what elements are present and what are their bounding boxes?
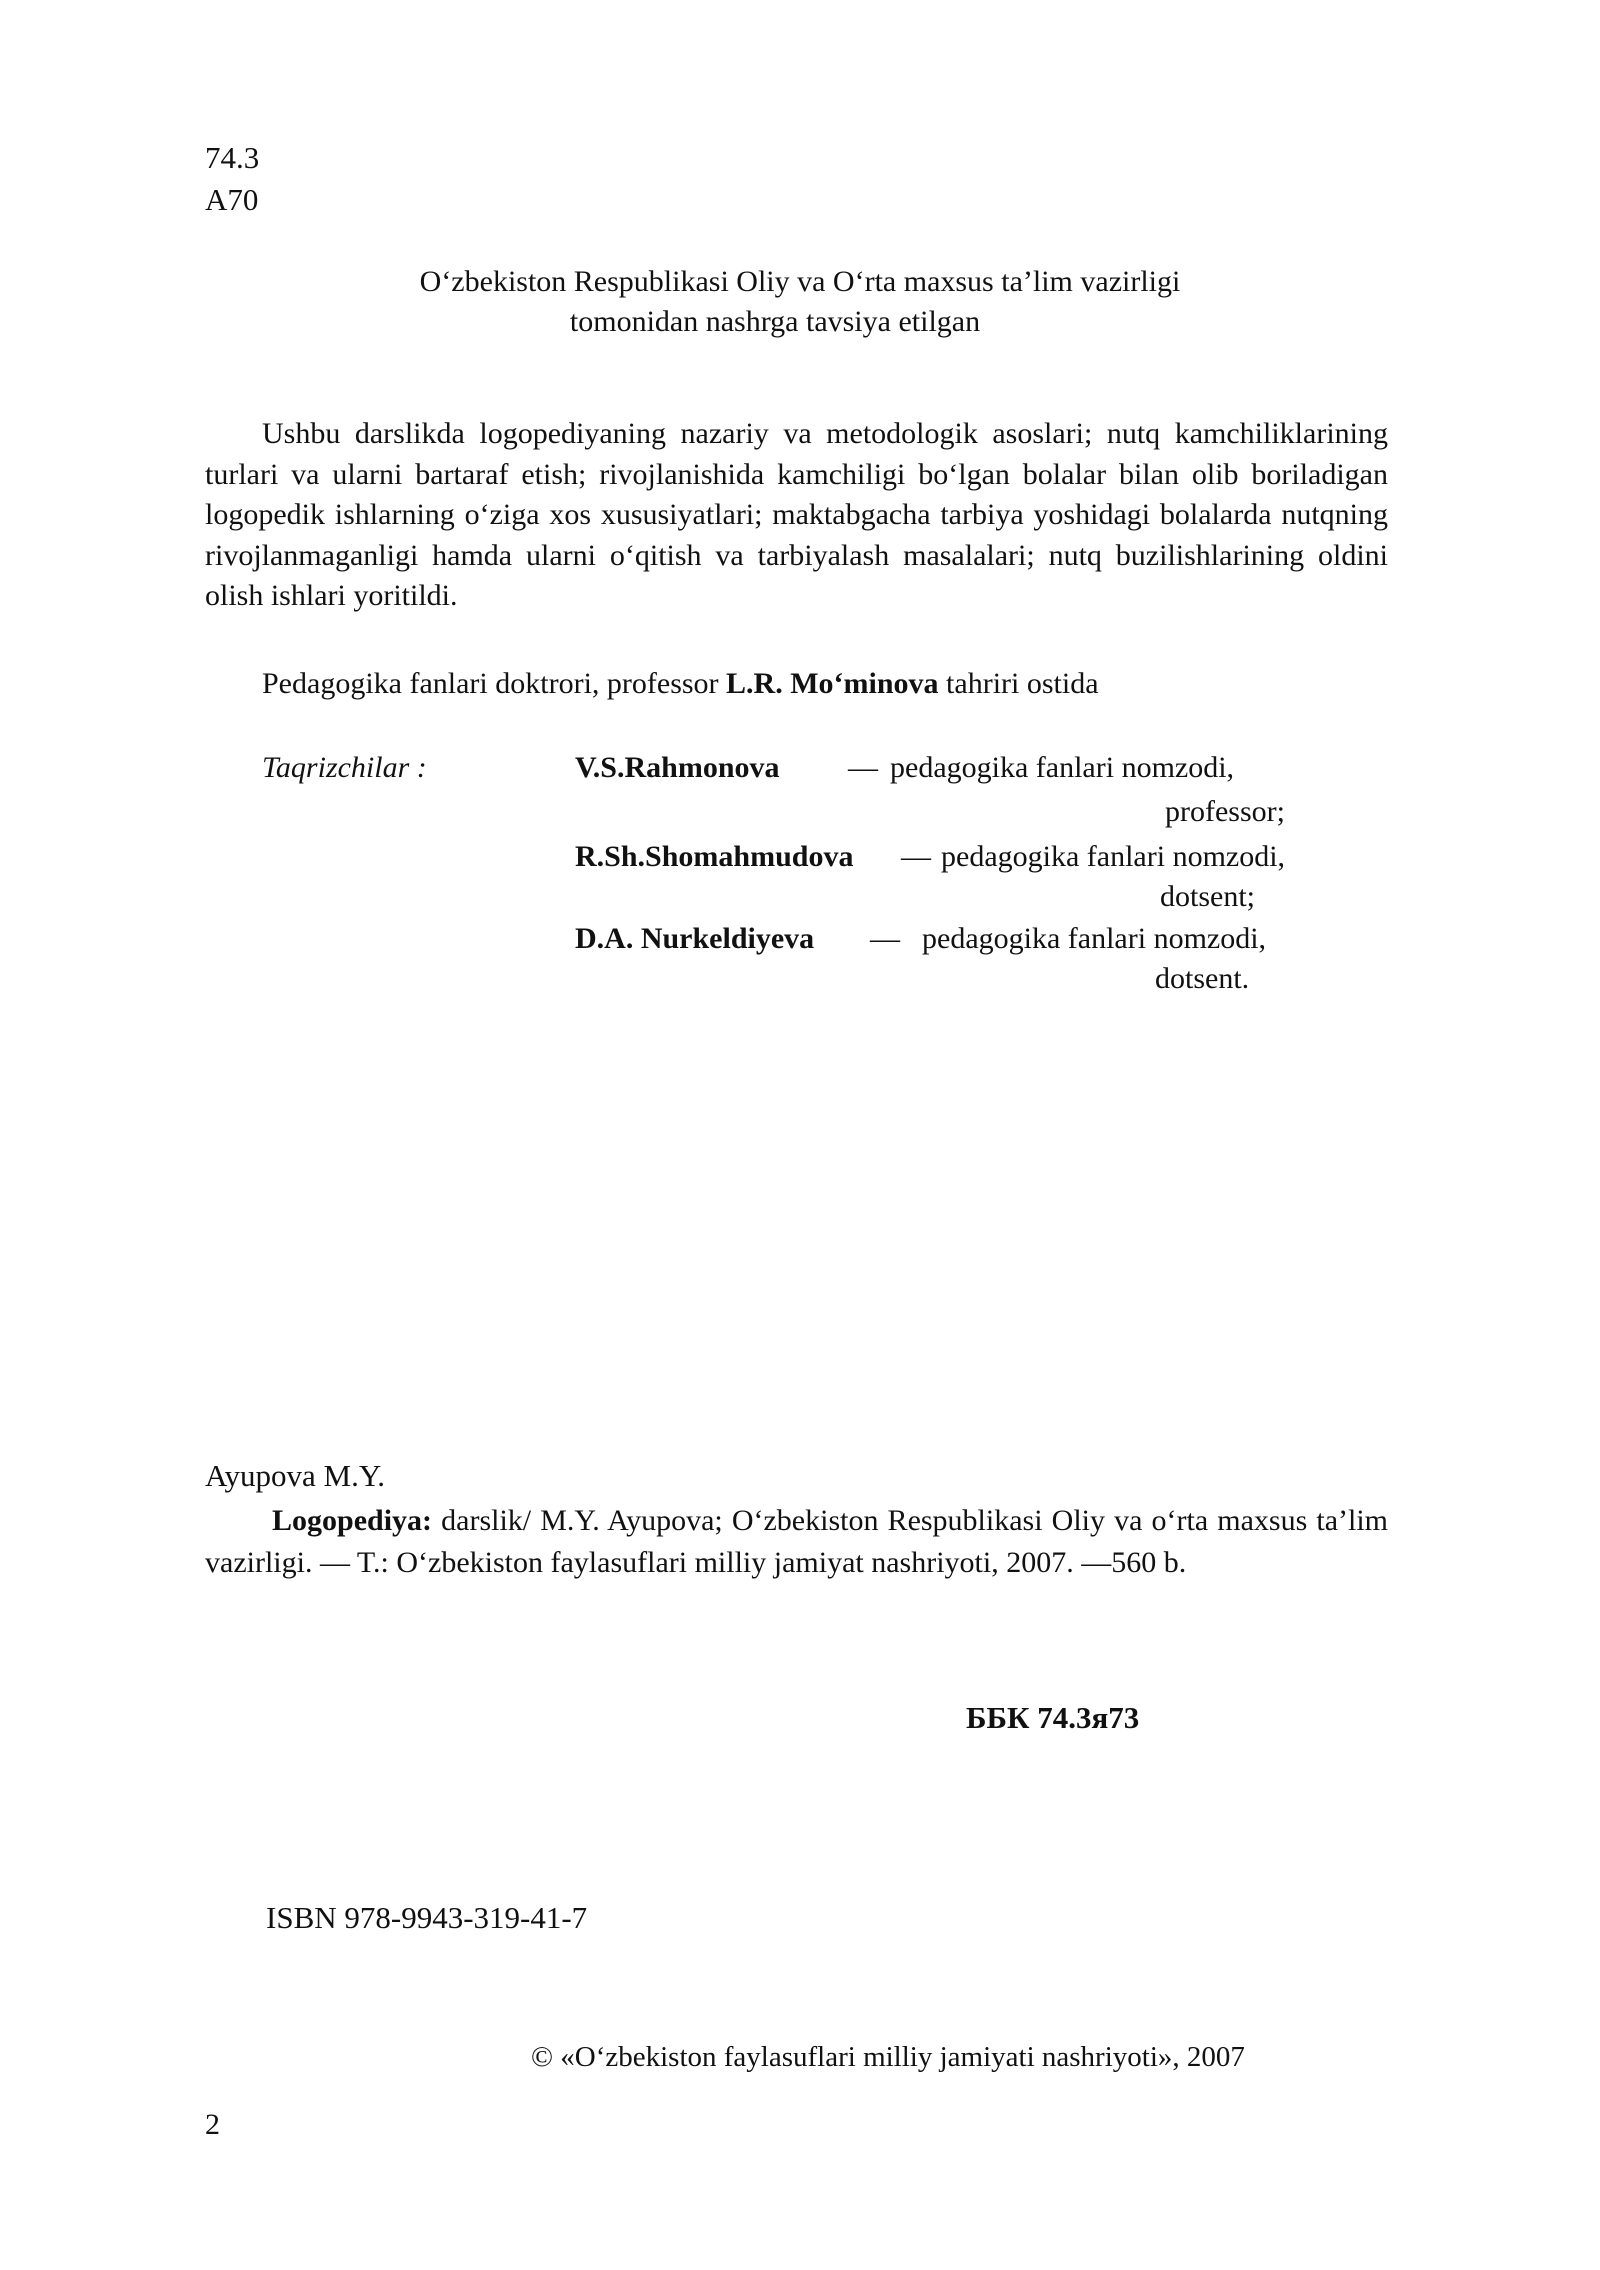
reviewer-name: D.A. Nurkeldiyeva [575, 922, 815, 955]
editor-prefix: Pedagogika fanlari doktrori, professor [262, 667, 719, 700]
bibliographic-title: Logopediya: [272, 1504, 433, 1537]
bibliographic-record [205, 1500, 1388, 1584]
recommendation-note [200, 262, 1400, 342]
reviewer-dash: — [901, 840, 931, 873]
bibliographic-details: darslik/ M.Y. Ayupova; O‘zbekiston Respublikasi Oliy va o‘rta maxsus ta’lim vazirligi. — T.: O‘zbekiston faylasuflari milliy jamiyat nashriyoti, 2007. —560 b. [205, 1504, 1388, 1579]
copyright-notice: © «O‘zbekiston faylasuflari milliy jamiyati nashriyoti», 2007 [531, 2041, 1245, 2073]
classification-code: 74.3 [205, 140, 260, 175]
reviewer-title: dotsent; [1160, 880, 1255, 913]
reviewer-dash: — [870, 922, 900, 955]
abstract-paragraph: Ushbu darslikda logopediyaning nazariy va metodologik asoslari; nutq kamchiliklarining turlari va ularni bartaraf etish; rivojlanishida kamchiligi bo‘lgan bolalar bilan olib boriladigan logopedik ishlarning o‘ziga xos xususiyatlari; maktabgacha tarbiya yoshidagi bolalarda nutqning rivojlanmaganligi hamda ularni o‘qitish va tarbiyalash masalalari; nutq buzilishlarining oldini olish ishlari yoritildi. [205, 417, 1388, 612]
reviewers-label: Taqrizchilar : [262, 751, 427, 784]
reviewer-title: dotsent. [1155, 962, 1250, 995]
author-mark: A70 [205, 182, 259, 217]
editor-suffix: tahriri ostida [946, 667, 1099, 700]
reviewer-role: pedagogika fanlari nomzodi, [890, 751, 1235, 784]
reviewer-title: professor; [1165, 795, 1285, 828]
recommendation-line-2: tomonidan nashrga tavsiya etilgan [569, 305, 981, 338]
reviewer-role: pedagogika fanlari nomzodi, [922, 922, 1267, 955]
reviewer-role: pedagogika fanlari nomzodi, [941, 840, 1286, 873]
recommendation-line-1: O‘zbekiston Respublikasi Oliy va O‘rta maxsus ta’lim vazirligi [419, 265, 1181, 298]
reviewer-name: R.Sh.Shomahmudova [575, 840, 854, 873]
bibliographic-author-heading: Ayupova M.Y. [205, 1458, 386, 1493]
editor-name: L.R. Mo‘minova [726, 667, 939, 700]
isbn: ISBN 978-9943-319-41-7 [266, 1900, 588, 1935]
page-number: 2 [205, 2108, 220, 2141]
bbk-code: ББК 74.3я73 [966, 1700, 1140, 1735]
editor-line [262, 667, 1099, 701]
reviewer-dash: — [848, 751, 878, 784]
reviewer-name: V.S.Rahmonova [575, 751, 780, 784]
